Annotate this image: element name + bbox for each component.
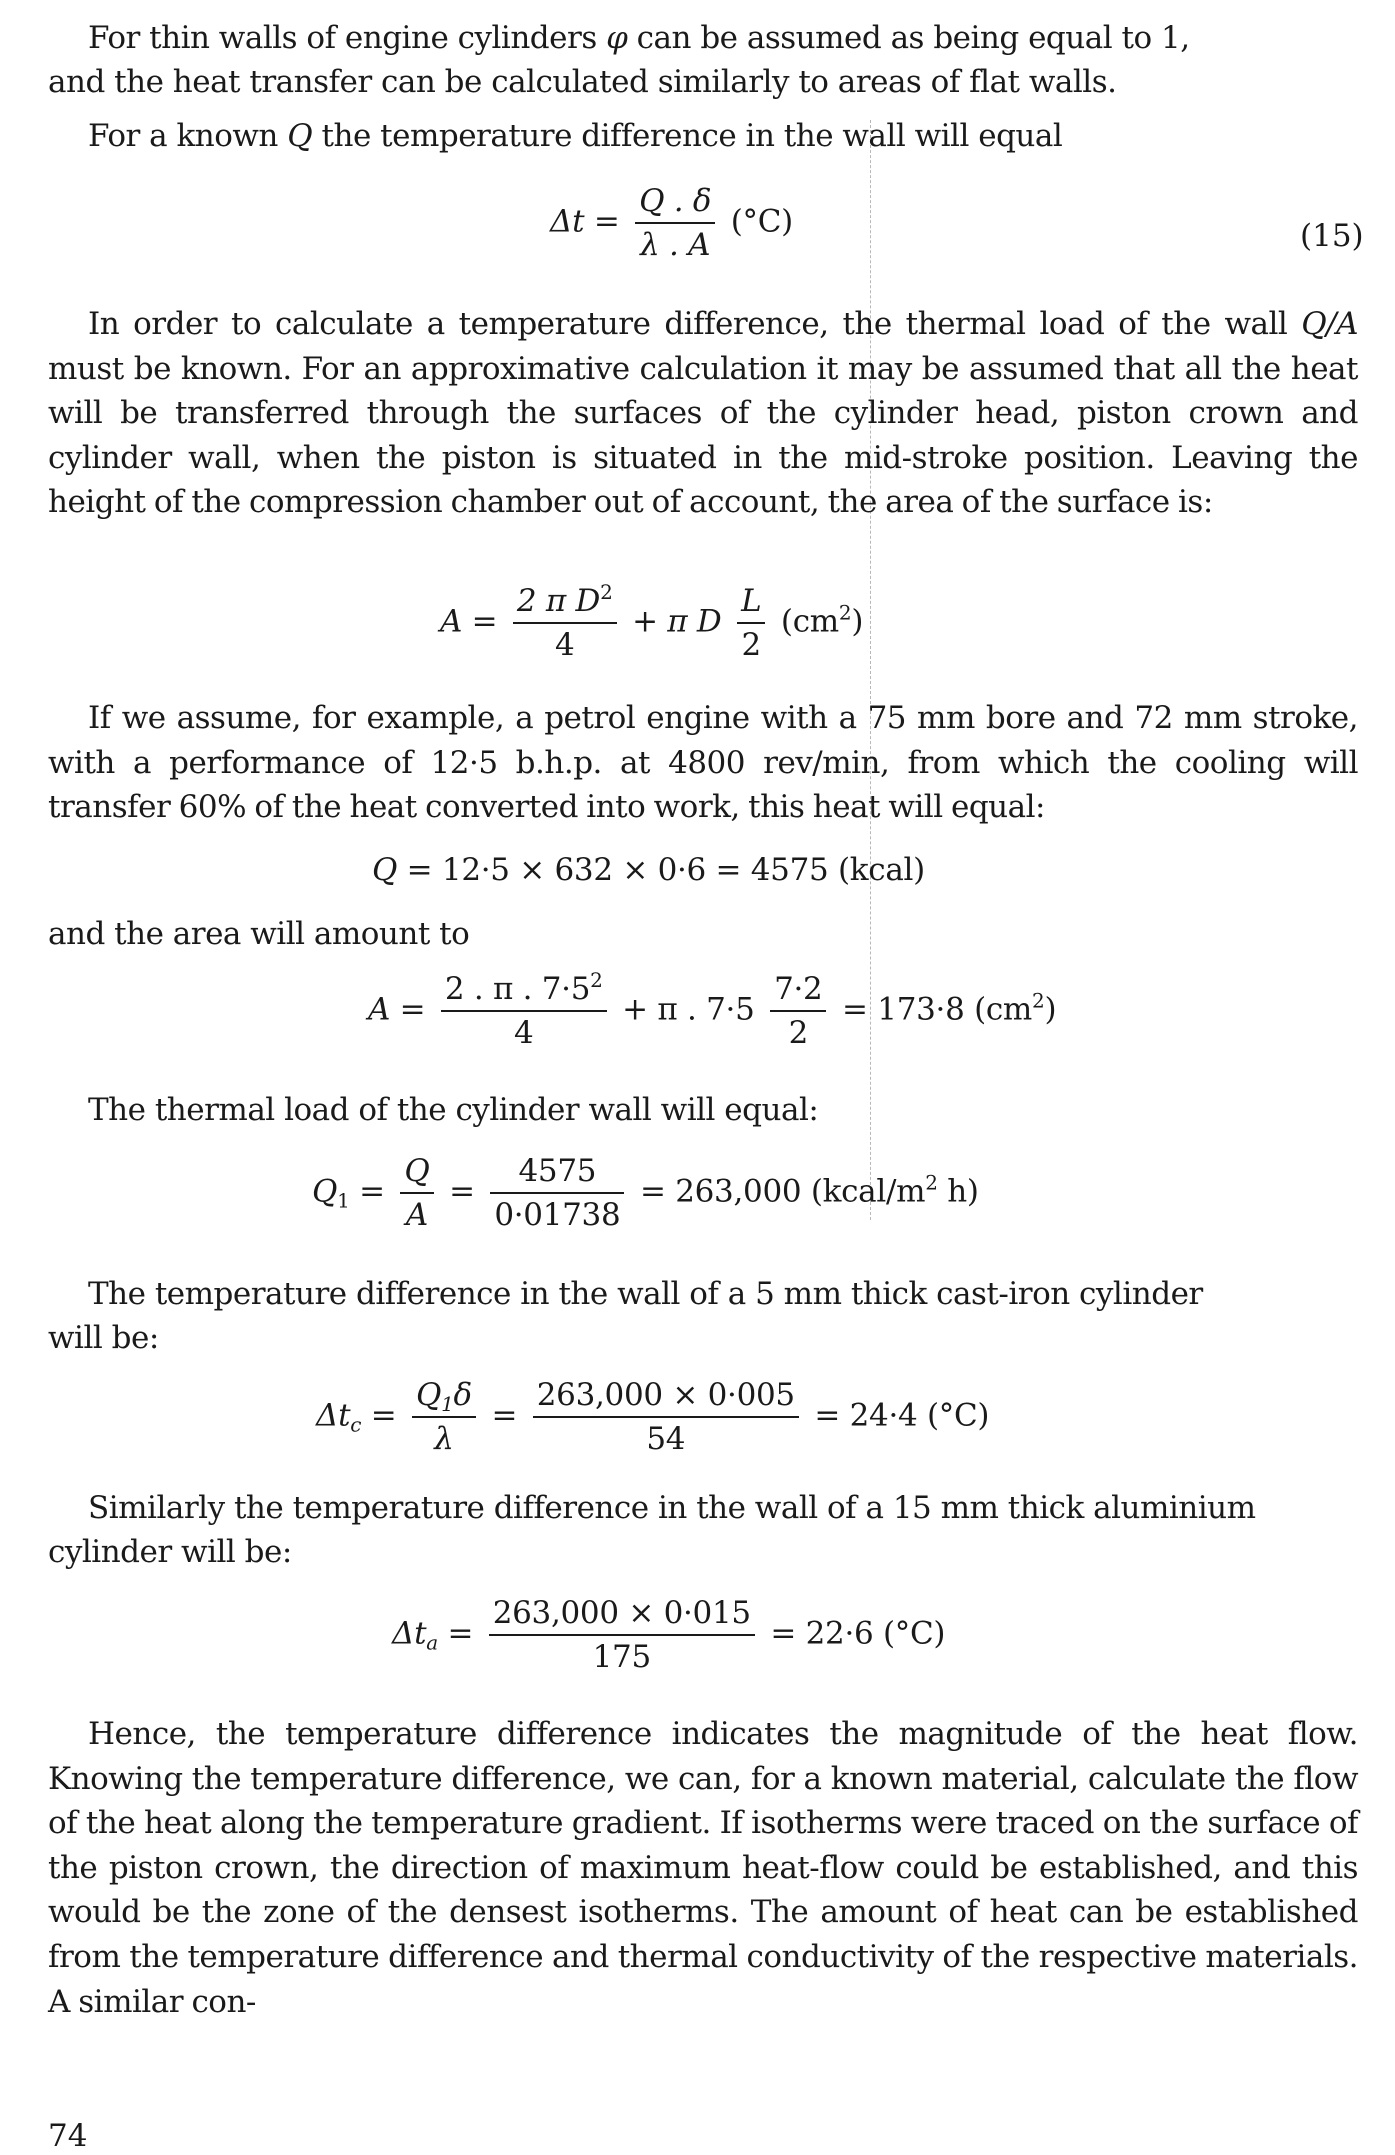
equation-15: Δt = $\frac{Q . \delta}{\lambda . A}$ (°C) xyxy=(550,180,793,266)
paragraph-1-line-1: For thin walls of engine cylinders φ can be assumed as being equal to 1, xyxy=(88,20,1190,56)
paragraph-7-line-2: will be: xyxy=(48,1320,159,1356)
paragraph-6: The thermal load of the cylinder wall will equal: xyxy=(88,1092,819,1128)
eq15-fraction: $\frac{Q . \delta}{\lambda . A}$ xyxy=(635,180,715,266)
paragraph-3: In order to calculate a temperature difference, the thermal load of the wall Q/A must be known. For an approximative calculation it may be assumed that all the heat will be transferred through the surfaces of the cylinder head, piston crown and cylinder wall, when the piston is situated in the mid-stroke position. Leaving the height of the compression chamber out of account, the area of the surface is: xyxy=(48,306,1358,521)
equation-dt-cast-iron: $\Delta t_c$ = $\frac{Q_1\delta}{\lambda}$ = $\frac{263,000 \times 0\cdot 005}{54}$ = 24·4 (°C) xyxy=(316,1374,989,1460)
paragraph-1-line-2: and the heat transfer can be calculated similarly to areas of flat walls. xyxy=(48,64,1117,100)
eq15-lhs: Δt xyxy=(550,203,585,240)
page-number: 74 xyxy=(48,2118,88,2154)
equation-thermal-load: $Q_1$ = $\frac{Q}{A}$ = $\frac{4575}{0\cdot 01738}$ = 263,000 ($kcal/m^2$ h) xyxy=(312,1150,979,1236)
paragraph-5: and the area will amount to xyxy=(48,916,470,952)
paragraph-8-line-1: Similarly the temperature difference in the wall of a 15 mm thick aluminium xyxy=(88,1490,1256,1526)
equation-area-formula: A = $\frac{2 \pi D^2}{4}$ + π D $\frac{L}{2}$ $(cm^2)$ xyxy=(440,580,864,663)
paragraph-4: If we assume, for example, a petrol engine with a 75 mm bore and 72 mm stroke, with a performance of 12·5 b.h.p. at 4800 rev/min, from which the cooling will transfer 60% of the heat converted into work, this heat will equal: xyxy=(48,700,1358,826)
equation-heat: Q = 12·5 × 632 × 0·6 = 4575 (kcal) xyxy=(372,852,925,888)
paragraph-8-line-2: cylinder will be: xyxy=(48,1534,292,1570)
paragraph-9: Hence, the temperature difference indicates the magnitude of the heat flow. Knowing the temperature difference, we can, for a known material, calculate the flow of the heat along the temperature gradient. If isotherms were traced on the surface of the piston crown, the direction of maximum heat-flow could be established, and this would be the zone of the densest isotherms. The amount of heat can be established from the temperature difference and thermal conductivity of the respective materials. A similar con- xyxy=(48,1716,1358,2020)
paragraph-2: For a known Q the temperature difference in the wall will equal xyxy=(88,118,1063,154)
equation-number-15: (15) xyxy=(1300,218,1364,254)
equation-dt-aluminium: $\Delta t_a$ = $\frac{263,000 \times 0\cdot 015}{175}$ = 22·6 (°C) xyxy=(392,1592,945,1678)
equation-area-value: A = $\frac{2 . \pi . 7\cdot 5^2}{4}$ + π . 7·5 $\frac{7\cdot 2}{2}$ = 173·8 $(cm^2)$ xyxy=(368,968,1057,1051)
scan-artifact-line xyxy=(870,120,871,1220)
paragraph-7-line-1: The temperature difference in the wall of a 5 mm thick cast-iron cylinder xyxy=(88,1276,1203,1312)
